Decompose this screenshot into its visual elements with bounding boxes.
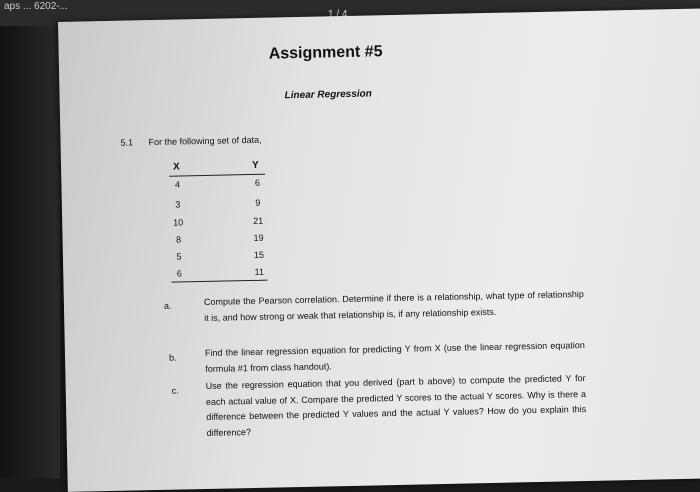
table-cell-y: 6 (254, 177, 261, 188)
document-page (58, 8, 700, 492)
header-underline (169, 174, 265, 177)
page-indicator: 1 / 4 (328, 9, 348, 20)
item-text-b: Find the linear regression equation for predicting Y from X (use the linear regression equation formula #1 from class handout). (204, 340, 585, 374)
page-subtitle: Linear Regression (284, 88, 372, 102)
table-cell-y: 11 (254, 266, 265, 277)
item-label-a: a. (163, 300, 172, 311)
table-cell-x: 3 (175, 199, 181, 210)
table-cell-y: 21 (253, 215, 264, 226)
question-text: For the following set of data, (148, 134, 262, 148)
item-text-a: Compute the Pearson correlation. Determine if there is a relationship, what type of relationship it is, and how strong or weak that relationship is, if any relationship exists. (203, 289, 584, 323)
viewer-background (0, 26, 60, 478)
table-cell-x: 10 (173, 217, 184, 228)
table-cell-x: 8 (175, 234, 182, 245)
table-cell-y: 9 (255, 197, 261, 208)
table-cell-y: 15 (253, 249, 265, 260)
item-label-b: b. (168, 352, 177, 363)
toolbar-tab-text[interactable]: aps ... 6202-... (4, 1, 68, 12)
item-text-c: Use the regression equation that you derived (part b above) to compute the predicted Y for each actual value of X. Compare the predicted Y scores to the actual Y scores. Why is there a difference between the predicted Y values and the actual Y values? How do you explain this difference? (205, 373, 587, 438)
table-bottom-underline (171, 280, 267, 283)
column-header-y: Y (251, 159, 259, 171)
table-cell-x: 4 (174, 179, 181, 190)
item-label-c: c. (171, 385, 179, 396)
column-header-x: X (172, 161, 180, 173)
table-cell-y: 19 (253, 232, 264, 243)
question-number: 5.1 (120, 137, 134, 148)
page-title: Assignment #5 (268, 43, 383, 63)
table-cell-x: 5 (176, 251, 182, 262)
table-cell-x: 6 (176, 268, 182, 279)
